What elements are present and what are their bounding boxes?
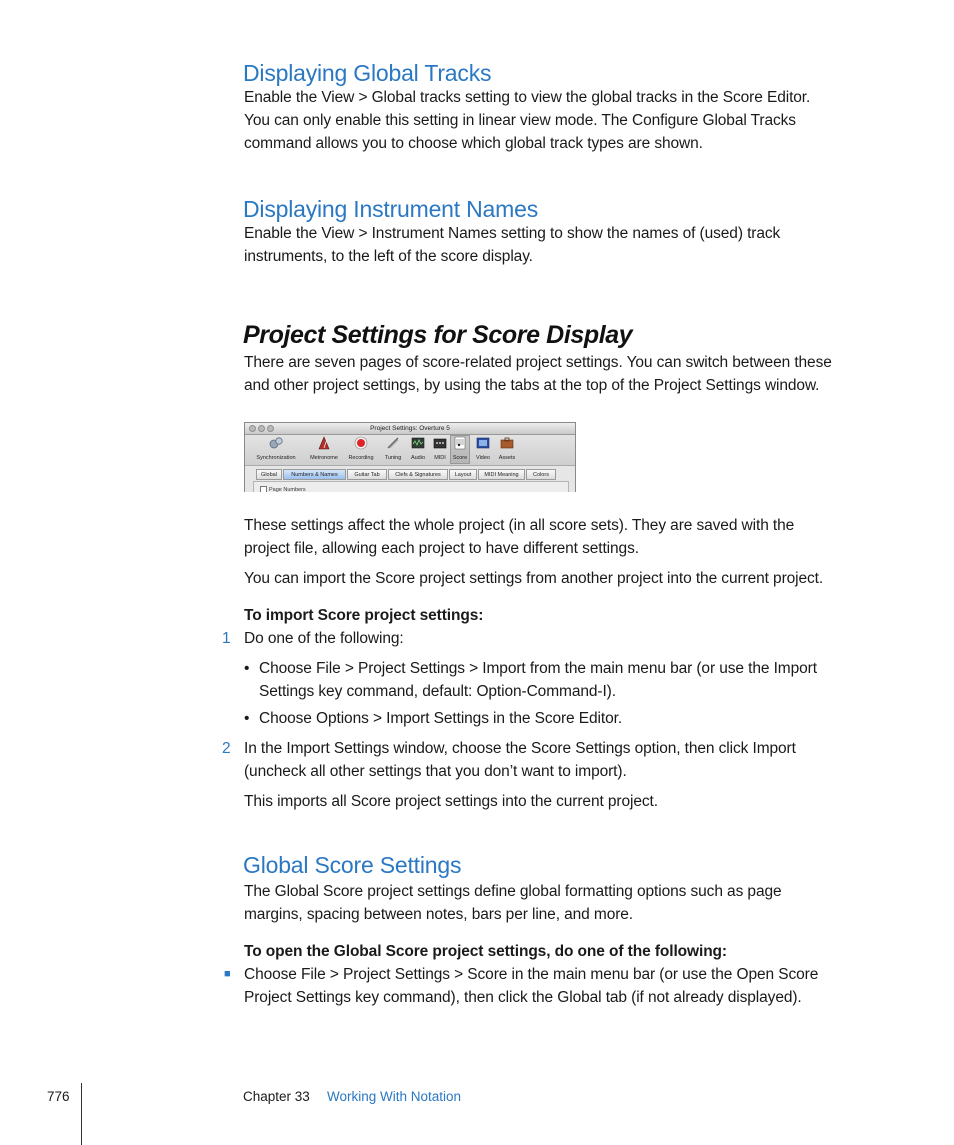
footer-chapter-title[interactable]: Working With Notation bbox=[327, 1089, 462, 1104]
midi-icon bbox=[433, 436, 447, 450]
text-line: instruments, to the left of the score display. bbox=[244, 248, 533, 265]
text-line: Project Settings key command), then click the Global tab (if not already displayed). bbox=[244, 989, 802, 1006]
text-line: Choose File > Project Settings > Import from the main menu bar (or use the Import bbox=[259, 660, 817, 677]
video-icon bbox=[476, 436, 490, 450]
audio-icon bbox=[411, 436, 425, 450]
text-line: Enable the View > Global tracks setting to view the global tracks in the Score Editor. bbox=[244, 89, 811, 106]
section-heading-global-score: Global Score Settings bbox=[243, 852, 462, 878]
record-icon bbox=[354, 436, 368, 450]
list-item bbox=[244, 963, 884, 1009]
import-paragraph: You can import the Score project settings from another project into the current project. bbox=[244, 570, 824, 587]
toolbar-item-tuning: Tuning bbox=[381, 436, 405, 462]
step-text bbox=[244, 737, 884, 783]
project-settings-paragraph bbox=[244, 351, 884, 397]
page-numbers-checkbox: Page Numbers bbox=[260, 486, 306, 492]
toolbar-item-audio: Audio bbox=[407, 436, 429, 462]
section-heading-instrument-names: Displaying Instrument Names bbox=[243, 196, 538, 222]
project-settings-window-screenshot bbox=[244, 422, 576, 492]
text-line: The Global Score project settings define global formatting options such as page bbox=[244, 883, 782, 900]
tab-global: Global bbox=[256, 469, 282, 480]
step-number: 1 bbox=[222, 630, 231, 647]
text-line: These settings affect the whole project (in all score sets). They are saved with the bbox=[244, 517, 795, 534]
text-line: margins, spacing between notes, bars per line, and more. bbox=[244, 906, 634, 923]
window-titlebar bbox=[245, 423, 575, 435]
tab-layout: Layout bbox=[449, 469, 477, 480]
step-text: Do one of the following: bbox=[244, 630, 404, 647]
instrument-names-paragraph bbox=[244, 222, 884, 268]
text-line: and other project settings, by using the tabs at the top of the Project Settings window. bbox=[244, 377, 820, 394]
toolbar-item-video: Video bbox=[473, 436, 493, 462]
tab-guitar-tab: Guitar Tab bbox=[347, 469, 387, 480]
footer-chapter: Chapter 33 bbox=[243, 1089, 310, 1104]
score-icon bbox=[453, 436, 467, 450]
tab-numbers-names: Numbers & Names bbox=[283, 469, 346, 480]
checkbox-icon bbox=[260, 486, 267, 492]
text-line: project file, allowing each project to have different settings. bbox=[244, 540, 639, 557]
window-title: Project Settings: Overture 5 bbox=[370, 425, 450, 432]
section-heading-global-tracks: Displaying Global Tracks bbox=[243, 60, 492, 86]
footer-divider bbox=[81, 1083, 82, 1145]
procedure-title-global: To open the Global Score project settings, do one of the following: bbox=[244, 943, 727, 960]
text-line: In the Import Settings window, choose the Score Settings option, then click Import bbox=[244, 740, 796, 757]
bullet-glyph: • bbox=[244, 660, 250, 677]
metronome-icon bbox=[317, 436, 331, 450]
toolbar-item-metronome: Metronome bbox=[305, 436, 343, 462]
tab-clefs-signatures: Clefs & Signatures bbox=[388, 469, 448, 480]
global-score-paragraph bbox=[244, 880, 884, 926]
tab-colors: Colors bbox=[526, 469, 556, 480]
settings-panel bbox=[253, 481, 569, 492]
procedure-title-import: To import Score project settings: bbox=[244, 607, 484, 624]
tuning-icon bbox=[386, 436, 400, 450]
text-line: There are seven pages of score-related project settings. You can switch between these bbox=[244, 354, 832, 371]
text-line: command allows you to choose which global track types are shown. bbox=[244, 135, 703, 152]
page-number: 776 bbox=[47, 1089, 70, 1104]
settings-scope-paragraph bbox=[244, 514, 884, 560]
assets-icon bbox=[500, 436, 514, 450]
page-title: Project Settings for Score Display bbox=[243, 321, 633, 349]
toolbar-item-assets: Assets bbox=[495, 436, 519, 462]
bullet-item bbox=[259, 657, 899, 703]
text-line: Enable the View > Instrument Names setting to show the names of (used) track bbox=[244, 225, 781, 242]
text-line: You can only enable this setting in linear view mode. The Configure Global Tracks bbox=[244, 112, 796, 129]
bullet-glyph: • bbox=[244, 710, 250, 727]
tab-midi-meaning: MIDI Meaning bbox=[478, 469, 525, 480]
toolbar-item-synchronization: Synchronization bbox=[252, 436, 300, 462]
bullet-item: Choose Options > Import Settings in the Score Editor. bbox=[259, 710, 623, 727]
square-bullet-icon: ■ bbox=[224, 968, 231, 980]
sync-icon bbox=[269, 436, 283, 450]
window-toolbar bbox=[245, 435, 575, 466]
text-line: Settings key command, default: Option-Command-I). bbox=[259, 683, 616, 700]
step-number: 2 bbox=[222, 740, 231, 757]
text-line: (uncheck all other settings that you don’t want to import). bbox=[244, 763, 627, 780]
toolbar-item-midi: MIDI bbox=[430, 436, 450, 462]
global-tracks-paragraph bbox=[244, 86, 884, 155]
toolbar-item-score: Score bbox=[450, 436, 470, 462]
text-line: Choose File > Project Settings > Score in the main menu bar (or use the Open Score bbox=[244, 966, 819, 983]
result-text: This imports all Score project settings into the current project. bbox=[244, 793, 658, 810]
toolbar-item-recording: Recording bbox=[344, 436, 378, 462]
